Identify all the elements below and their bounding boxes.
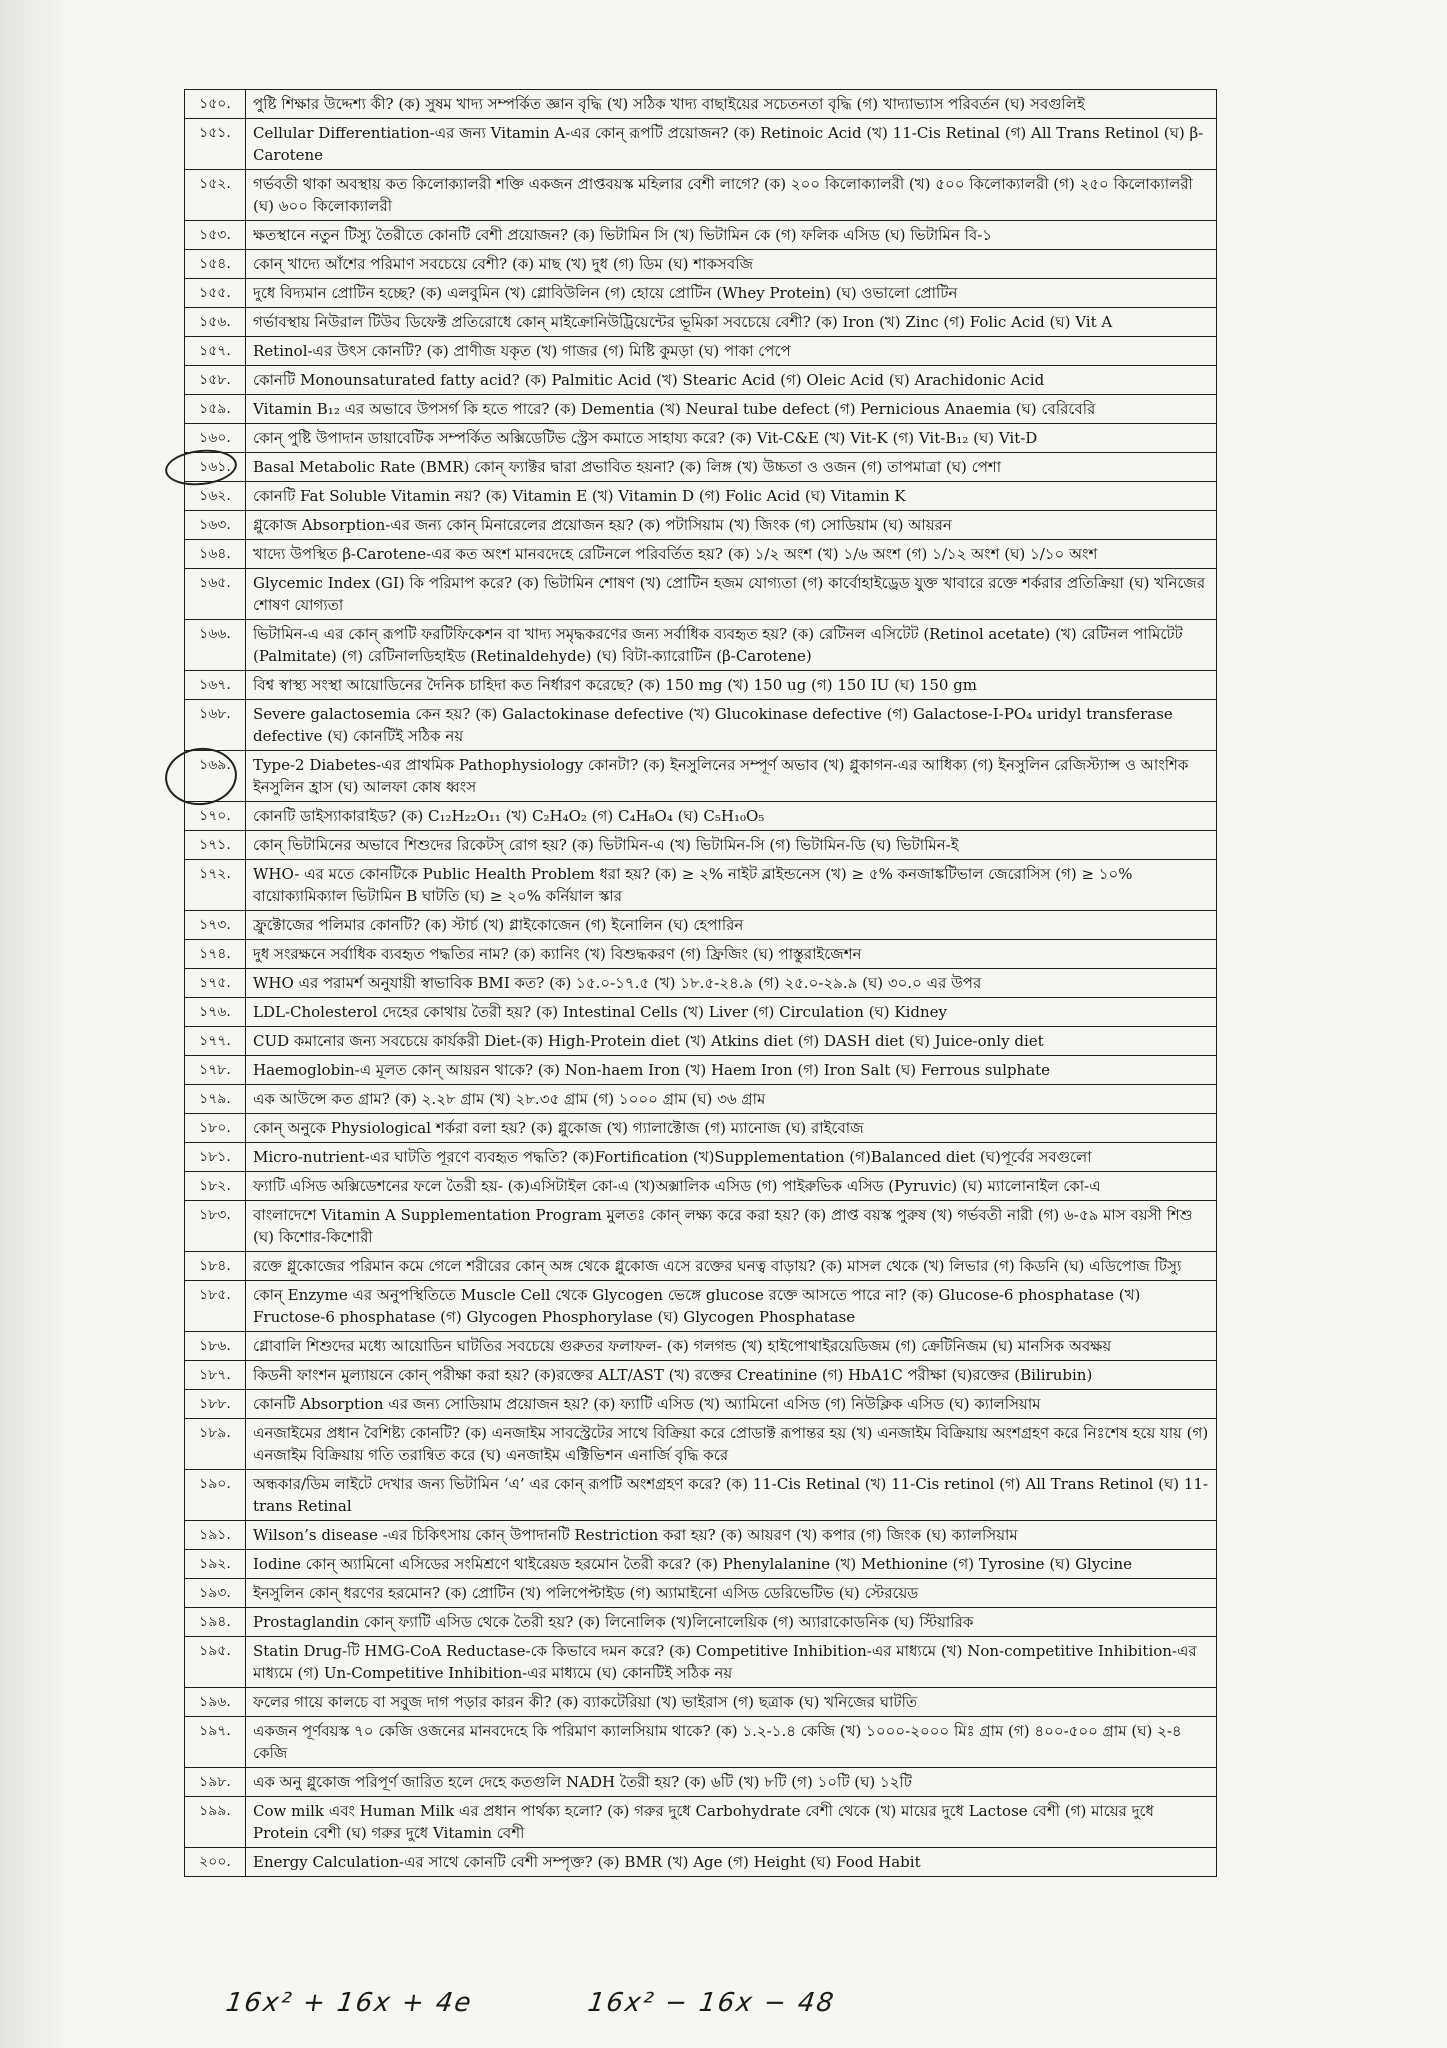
question-text: ভিটামিন-এ এর কোন্ রূপটি ফরটিফিকেশন বা খাদ্য সমৃদ্ধকরণের জন্য সর্বাধিক ব্যবহৃত হয়? (ক) রেটিনল এসিটেট (Retinol acetate) (খ) রেটিনল পামিটেট (Palmitate) (গ) রেটিনালডিহাইড (Retinaldehyde) (ঘ) বিটা-ক্যারোটিন (β-Carotene) [246, 620, 1217, 671]
question-number: ১৭৬. [185, 998, 246, 1027]
question-number: ১৯৭. [185, 1717, 246, 1768]
question-number: ১৬২. [185, 482, 246, 511]
question-text: কোনটি Monounsaturated fatty acid? (ক) Palmitic Acid (খ) Stearic Acid (গ) Oleic Acid (ঘ) Arachidonic Acid [246, 366, 1217, 395]
question-text: কোনটি Absorption এর জন্য সোডিয়াম প্রয়োজন হয়? (ক) ফ্যাটি এসিড (খ) অ্যামিনো এসিড (গ) নিউক্লিক এসিড (ঘ) ক্যালসিয়াম [246, 1390, 1217, 1419]
question-number: ১৬৩. [185, 511, 246, 540]
question-number: ১৬০. [185, 424, 246, 453]
question-text: অন্ধকার/ডিম লাইটে দেখার জন্য ভিটামিন ‘এ’ এর কোন্ রূপটি অংশগ্রহণ করে? (ক) 11-Cis Retinal (খ) 11-Cis retinol (গ) All Trans Retinol (ঘ) 11-trans Retinal [246, 1470, 1217, 1521]
question-row [185, 998, 1217, 1027]
question-row [185, 911, 1217, 940]
question-number: ১৫১. [185, 119, 246, 170]
handwritten-note: 16x² + 16x + 4e [223, 1988, 475, 2018]
question-text: Severe galactosemia কেন হয়? (ক) Galactokinase defective (খ) Glucokinase defective (গ) Galactose-I-PO₄ uridyl transferase defective (ঘ) কোনটিই সঠিক নয় [246, 700, 1217, 751]
question-number: ১৫৬. [185, 308, 246, 337]
question-row [185, 1579, 1217, 1608]
question-row [185, 1848, 1217, 1877]
question-number: ১৯৩. [185, 1579, 246, 1608]
question-text: একজন পূর্ণবয়স্ক ৭০ কেজি ওজনের মানবদেহে কি পরিমাণ ক্যালসিয়াম থাকে? (ক) ১.২-১.৪ কেজি (খ) ১০০০-২০০০ মিঃ গ্রাম (গ) ৪০০-৫০০ গ্রাম (ঘ) ২-৪ কেজি [246, 1717, 1217, 1768]
question-row [185, 1390, 1217, 1419]
question-row [185, 1717, 1217, 1768]
question-row [185, 1688, 1217, 1717]
question-text: WHO- এর মতে কোনটিকে Public Health Problem ধরা হয়? (ক) ≥ ২% নাইট ব্লাইন্ডনেস (খ) ≥ ৫% কনজাঙ্কটিভাল জেরোসিস (গ) ≥ ১০% বায়োক্যামিক্যাল ভিটামিন B ঘাটতি (ঘ) ≥ ২০% কর্নিয়াল স্কার [246, 860, 1217, 911]
question-text: কোন্ খাদ্যে আঁশের পরিমাণ সবচেয়ে বেশী? (ক) মাছ (খ) দুধ (গ) ডিম (ঘ) শাকসবজি [246, 250, 1217, 279]
question-text: গর্ভাবস্থায় নিউরাল টিউব ডিফেক্ট প্রতিরোধে কোন্ মাইক্রোনিউট্রিয়েন্টের ভূমিকা সবচেয়ে বেশী? (ক) Iron (খ) Zinc (গ) Folic Acid (ঘ) Vit A [246, 308, 1217, 337]
question-number: ১৬৪. [185, 540, 246, 569]
question-row [185, 395, 1217, 424]
question-text: এক আউন্সে কত গ্রাম? (ক) ২.২৮ গ্রাম (খ) ২৮.৩৫ গ্রাম (গ) ১০০০ গ্রাম (ঘ) ৩৬ গ্রাম [246, 1085, 1217, 1114]
question-row [185, 802, 1217, 831]
question-row [185, 969, 1217, 998]
question-text: Glycemic Index (GI) কি পরিমাপ করে? (ক) ভিটামিন শোষণ (খ) প্রোটিন হজম যোগ্যতা (গ) কার্বোহাইড্রেড যুক্ত খাবারে রক্তে শর্করার প্রতিক্রিয়া (ঘ) খনিজের শোষণ যোগ্যতা [246, 569, 1217, 620]
question-text: গর্ভবতী থাকা অবস্থায় কত কিলোক্যালরী শক্তি একজন প্রাপ্তবয়স্ক মহিলার বেশী লাগে? (ক) ২০০ কিলোক্যালরী (খ) ৫০০ কিলোক্যালরী (গ) ২৫০ কিলোক্যালরী (ঘ) ৬০০ কিলোক্যালরী [246, 170, 1217, 221]
question-number: ১৬১. [185, 453, 246, 482]
question-number: ২০০. [185, 1848, 246, 1877]
question-row [185, 1085, 1217, 1114]
question-row [185, 119, 1217, 170]
question-number: ১৯১. [185, 1521, 246, 1550]
question-text: Iodine কোন্ অ্যামিনো এসিডের সংমিশ্রণে থাইরেয়ড হরমোন তৈরী করে? (ক) Phenylalanine (খ) Methionine (গ) Tyrosine (ঘ) Glycine [246, 1550, 1217, 1579]
question-row [185, 751, 1217, 802]
question-number: ১৭৯. [185, 1085, 246, 1114]
question-text: Cellular Differentiation-এর জন্য Vitamin A-এর কোন্ রূপটি প্রয়োজন? (ক) Retinoic Acid (খ) 11-Cis Retinal (গ) All Trans Retinol (ঘ) β-Carotene [246, 119, 1217, 170]
question-number: ১৮৯. [185, 1419, 246, 1470]
question-text: এনজাইমের প্রধান বৈশিষ্ট্য কোনটি? (ক) এনজাইম সাবস্ট্রেটের সাথে বিক্রিয়া করে প্রোডাক্ট রূপান্তর হয় (খ) এনজাইম বিক্রিয়ায় অংশগ্রহণ করে নিঃশেষ হয়ে যায় (গ) এনজাইম বিক্রিয়ায় গতি তরান্বিত করে (ঘ) এনজাইম এক্টিভিশন এনার্জি বৃদ্ধি করে [246, 1419, 1217, 1470]
question-number: ১৯৪. [185, 1608, 246, 1637]
question-row [185, 366, 1217, 395]
question-row [185, 221, 1217, 250]
question-text: বাংলাদেশে Vitamin A Supplementation Program মুলতঃ কোন্ লক্ষ্য করে করা হয়? (ক) প্রাপ্ত বয়স্ক পুরুষ (খ) গর্ভবতী নারী (গ) ৬-৫৯ মাস বয়সী শিশু (ঘ) কিশোর-কিশোরী [246, 1201, 1217, 1252]
question-text: কোন্ Enzyme এর অনুপস্থিতিতে Muscle Cell থেকে Glycogen ভেঙ্গে glucose রক্তে আসতে পারে না? (ক) Glucose-6 phosphatase (খ) Fructose-6 phosphatase (গ) Glycogen Phosphorylase (ঘ) Glycogen Phosphatase [246, 1281, 1217, 1332]
question-number: ১৯৫. [185, 1637, 246, 1688]
question-number: ১৮৪. [185, 1252, 246, 1281]
question-text: ফলের গায়ে কালচে বা সবুজ দাগ পড়ার কারন কী? (ক) ব্যাকটেরিয়া (খ) ভাইরাস (গ) ছত্রাক (ঘ) খনিজের ঘাটতি [246, 1688, 1217, 1717]
question-row [185, 1027, 1217, 1056]
question-text: খাদ্যে উপস্থিত β-Carotene-এর কত অংশ মানবদেহে রেটিনলে পরিবর্তিত হয়? (ক) ১/২ অংশ (খ) ১/৬ অংশ (গ) ১/১২ অংশ (ঘ) ১/১০ অংশ [246, 540, 1217, 569]
question-row [185, 1114, 1217, 1143]
question-text: কোন্ পুষ্টি উপাদান ডায়াবেটিক সম্পর্কিত অক্সিডেটিভ স্ট্রেস কমাতে সাহায্য করে? (ক) Vit-C&E (খ) Vit-K (গ) Vit-B₁₂ (ঘ) Vit-D [246, 424, 1217, 453]
question-row [185, 700, 1217, 751]
question-row [185, 511, 1217, 540]
question-row [185, 424, 1217, 453]
question-sheet [184, 89, 1217, 1877]
question-text: Statin Drug-টি HMG-CoA Reductase-কে কিভাবে দমন করে? (ক) Competitive Inhibition-এর মাধ্যমে (খ) Non-competitive Inhibition-এর মাধ্যমে (গ) Un-Competitive Inhibition-এর মাধ্যমে (ঘ) কোনটিই সঠিক নয় [246, 1637, 1217, 1688]
question-number: ১৫৯. [185, 395, 246, 424]
question-text: Basal Metabolic Rate (BMR) কোন্ ফ্যাক্টর দ্বারা প্রভাবিত হয়না? (ক) লিঙ্গ (খ) উচ্চতা ও ওজন (গ) তাপমাত্রা (ঘ) পেশা [246, 453, 1217, 482]
question-row [185, 170, 1217, 221]
question-text: কিডনী ফাংশন মুল্যায়নে কোন্ পরীক্ষা করা হয়? (ক)রক্তের ALT/AST (খ) রক্তের Creatinine (গ) HbA1C পরীক্ষা (ঘ)রক্তের (Bilirubin) [246, 1361, 1217, 1390]
question-row [185, 831, 1217, 860]
question-table-body [185, 90, 1217, 1877]
question-number: ১৫৭. [185, 337, 246, 366]
handwritten-note: 16x² − 16x − 48 [585, 1988, 838, 2018]
question-table [184, 89, 1217, 1877]
question-number: ১৫২. [185, 170, 246, 221]
question-number: ১৯৯. [185, 1797, 246, 1848]
question-text: Prostaglandin কোন্ ফ্যাটি এসিড থেকে তৈরী হয়? (ক) লিনোলিক (খ)লিনোলেয়িক (গ) অ্যারাকোডনিক (ঘ) স্টিয়ারিক [246, 1608, 1217, 1637]
question-row [185, 1550, 1217, 1579]
question-text: ফ্যাটি এসিড অক্সিডেশনের ফলে তৈরী হয়- (ক)এসিটাইল কো-এ (খ)অক্সালিক এসিড (গ) পাইরুভিক এসিড (Pyruvic) (ঘ) ম্যালোনাইল কো-এ [246, 1172, 1217, 1201]
question-number: ১৮৭. [185, 1361, 246, 1390]
question-text: কোন্ অনুকে Physiological শর্করা বলা হয়? (ক) গ্লুকোজ (খ) গ্যালাক্টোজ (গ) ম্যানোজ (ঘ) রাইবোজ [246, 1114, 1217, 1143]
question-number: ১৬৫. [185, 569, 246, 620]
question-row [185, 279, 1217, 308]
question-text: ক্ষতস্থানে নতুন টিস্যু তৈরীতে কোনটি বেশী প্রয়োজন? (ক) ভিটামিন সি (খ) ভিটামিন কে (গ) ফলিক এসিড (ঘ) ভিটামিন বি-১ [246, 221, 1217, 250]
question-row [185, 1608, 1217, 1637]
question-text: কোন্ ভিটামিনের অভাবে শিশুদের রিকেটস্ রোগ হয়? (ক) ভিটামিন-এ (খ) ভিটামিন-সি (গ) ভিটামিন-ডি (ঘ) ভিটামিন-ই [246, 831, 1217, 860]
question-text: Cow milk এবং Human Milk এর প্রধান পার্থক্য হলো? (ক) গরুর দুধে Carbohydrate বেশী থেকে (খ) মায়ের দুধে Lactose বেশী (গ) মায়ের দুধে Protein বেশী (ঘ) গরুর দুধে Vitamin বেশী [246, 1797, 1217, 1848]
question-text: দুধে বিদ্যমান প্রোটিন হচ্ছে? (ক) এলবুমিন (খ) গ্লোবিউলিন (গ) হোয়ে প্রোটিন (Whey Protein) (ঘ) ওভালো প্রোটিন [246, 279, 1217, 308]
question-number: ১৯০. [185, 1470, 246, 1521]
question-number: ১৫৪. [185, 250, 246, 279]
question-text: গ্লোবালি শিশুদের মধ্যে আয়োডিন ঘাটতির সবচেয়ে গুরুতর ফলাফল- (ক) গলগন্ড (খ) হাইপোথাইরয়েডিজম (গ) ক্রেটিনিজম (ঘ) মানসিক অবক্ষয় [246, 1332, 1217, 1361]
question-row [185, 1172, 1217, 1201]
question-text: Retinol-এর উৎস কোনটি? (ক) প্রাণীজ যকৃত (খ) গাজর (গ) মিষ্টি কুমড়া (ঘ) পাকা পেপে [246, 337, 1217, 366]
question-number: ১৮৩. [185, 1201, 246, 1252]
question-row [185, 1768, 1217, 1797]
question-number: ১৯৮. [185, 1768, 246, 1797]
question-number: ১৬৬. [185, 620, 246, 671]
question-row [185, 620, 1217, 671]
question-number: ১৭১. [185, 831, 246, 860]
question-number: ১৮৫. [185, 1281, 246, 1332]
question-row [185, 940, 1217, 969]
question-number: ১৮০. [185, 1114, 246, 1143]
question-row [185, 337, 1217, 366]
question-text: কোনটি Fat Soluble Vitamin নয়? (ক) Vitamin E (খ) Vitamin D (গ) Folic Acid (ঘ) Vitamin K [246, 482, 1217, 511]
question-row [185, 1637, 1217, 1688]
question-row [185, 1332, 1217, 1361]
question-text: পুষ্টি শিক্ষার উদ্দেশ্য কী? (ক) সুষম খাদ্য সম্পর্কিত জ্ঞান বৃদ্ধি (খ) সঠিক খাদ্য বাছাইয়ের সচেতনতা বৃদ্ধি (গ) খাদ্যাভ্যাস পরিবর্তন (ঘ) সবগুলিই [246, 90, 1217, 119]
question-number: ১৬৯. [185, 751, 246, 802]
question-number: ১৯২. [185, 1550, 246, 1579]
question-row [185, 1056, 1217, 1085]
question-number: ১৭২. [185, 860, 246, 911]
question-number: ১৬৮. [185, 700, 246, 751]
question-number: ১৫০. [185, 90, 246, 119]
question-row [185, 308, 1217, 337]
question-row [185, 1797, 1217, 1848]
question-text: Vitamin B₁₂ এর অভাবে উপসর্গ কি হতে পারে? (ক) Dementia (খ) Neural tube defect (গ) Pernicious Anaemia (ঘ) বেরিবেরি [246, 395, 1217, 424]
question-text: কোনটি ডাইস্যাকারাইড? (ক) C₁₂H₂₂O₁₁ (খ) C₂H₄O₂ (গ) C₄H₈O₄ (ঘ) C₅H₁₀O₅ [246, 802, 1217, 831]
question-number: ১৫৫. [185, 279, 246, 308]
question-number: ১৭৩. [185, 911, 246, 940]
question-number: ১৫৩. [185, 221, 246, 250]
question-text: CUD কমানোর জন্য সবচেয়ে কার্যকরী Diet-(ক) High-Protein diet (খ) Atkins diet (গ) DASH diet (ঘ) Juice-only diet [246, 1027, 1217, 1056]
question-number: ১৯৬. [185, 1688, 246, 1717]
question-number: ১৮৬. [185, 1332, 246, 1361]
question-text: Type-2 Diabetes-এর প্রাথমিক Pathophysiology কোনটা? (ক) ইনসুলিনের সম্পূর্ণ অভাব (খ) গ্লুকাগন-এর আধিক্য (গ) ইনসুলিন রেজিস্ট্যান্স ও আংশিক ইনসুলিন হ্রাস (ঘ) আলফা কোষ ধ্বংস [246, 751, 1217, 802]
handwritten-notes [0, 1988, 1447, 2028]
question-number: ১৭৭. [185, 1027, 246, 1056]
question-text: এক অনু গ্লুকোজ পরিপূর্ণ জারিত হলে দেহে কতগুলি NADH তৈরী হয়? (ক) ৬টি (খ) ৮টি (গ) ১০টি (ঘ) ১২টি [246, 1768, 1217, 1797]
question-row [185, 1470, 1217, 1521]
question-number: ১৭৪. [185, 940, 246, 969]
question-text: ইনসুলিন কোন্ ধরণের হরমোন? (ক) প্রোটিন (খ) পলিপেপ্টাইড (গ) অ্যামাইনো এসিড ডেরিভেটিভ (ঘ) স্টেরয়েড [246, 1579, 1217, 1608]
question-number: ১৭৮. [185, 1056, 246, 1085]
question-number: ১৮১. [185, 1143, 246, 1172]
question-text: দুধ সংরক্ষনে সর্বাধিক ব্যবহৃত পদ্ধতির নাম? (ক) ক্যানিং (খ) বিশুদ্ধকরণ (গ) ফ্রিজিং (ঘ) পাস্তুরাইজেশন [246, 940, 1217, 969]
question-text: গ্লুকোজ Absorption-এর জন্য কোন্ মিনারেলের প্রয়োজন হয়? (ক) পটাসিয়াম (খ) জিংক (গ) সোডিয়াম (ঘ) আয়রন [246, 511, 1217, 540]
question-text: Micro-nutrient-এর ঘাটতি পূরণে ব্যবহৃত পদ্ধতি? (ক)Fortification (খ)Supplementation (গ)Balanced diet (ঘ)পূর্বের সবগুলো [246, 1143, 1217, 1172]
question-number: ১৮৮. [185, 1390, 246, 1419]
question-row [185, 1419, 1217, 1470]
question-text: বিশ্ব স্বাস্থ্য সংস্থা আয়োডিনের দৈনিক চাহিদা কত নির্ধারণ করেছে? (ক) 150 mg (খ) 150 ug (গ) 150 IU (ঘ) 150 gm [246, 671, 1217, 700]
question-row [185, 453, 1217, 482]
question-row [185, 1281, 1217, 1332]
question-row [185, 1252, 1217, 1281]
question-text: LDL-Cholesterol দেহের কোথায় তৈরী হয়? (ক) Intestinal Cells (খ) Liver (গ) Circulation (ঘ) Kidney [246, 998, 1217, 1027]
question-number: ১৫৮. [185, 366, 246, 395]
question-row [185, 250, 1217, 279]
question-text: Wilson’s disease -এর চিকিৎসায় কোন্ উপাদানটি Restriction করা হয়? (ক) আয়রণ (খ) কপার (গ) জিংক (ঘ) ক্যালসিয়াম [246, 1521, 1217, 1550]
question-number: ১৬৭. [185, 671, 246, 700]
question-row [185, 1201, 1217, 1252]
question-row [185, 860, 1217, 911]
question-number: ১৭৫. [185, 969, 246, 998]
question-row [185, 671, 1217, 700]
question-text: রক্তে গ্লুকোজের পরিমান কমে গেলে শরীরের কোন্ অঙ্গ থেকে গ্লুকোজ এসে রক্তের ঘনত্ব বাড়ায়? (ক) মাসল থেকে (খ) লিভার (গ) কিডনি (ঘ) এডিপোজ টিস্যু [246, 1252, 1217, 1281]
question-row [185, 540, 1217, 569]
question-number: ১৮২. [185, 1172, 246, 1201]
question-row [185, 482, 1217, 511]
question-number: ১৭০. [185, 802, 246, 831]
scan-shadow [0, 0, 70, 2048]
question-text: Energy Calculation-এর সাথে কোনটি বেশী সম্পৃক্ত? (ক) BMR (খ) Age (গ) Height (ঘ) Food Habit [246, 1848, 1217, 1877]
question-row [185, 90, 1217, 119]
question-row [185, 1521, 1217, 1550]
question-text: WHO এর পরামর্শ অনুযায়ী স্বাভাবিক BMI কত? (ক) ১৫.০-১৭.৫ (খ) ১৮.৫-২৪.৯ (গ) ২৫.০-২৯.৯ (ঘ) ৩০.০ এর উপর [246, 969, 1217, 998]
question-row [185, 1143, 1217, 1172]
question-text: ফ্রুক্টোজের পলিমার কোনটি? (ক) স্টার্চ (খ) গ্লাইকোজেন (গ) ইনোলিন (ঘ) হেপারিন [246, 911, 1217, 940]
question-row [185, 569, 1217, 620]
question-row [185, 1361, 1217, 1390]
question-text: Haemoglobin-এ মূলত কোন্ আয়রন থাকে? (ক) Non-haem Iron (খ) Haem Iron (গ) Iron Salt (ঘ) Ferrous sulphate [246, 1056, 1217, 1085]
